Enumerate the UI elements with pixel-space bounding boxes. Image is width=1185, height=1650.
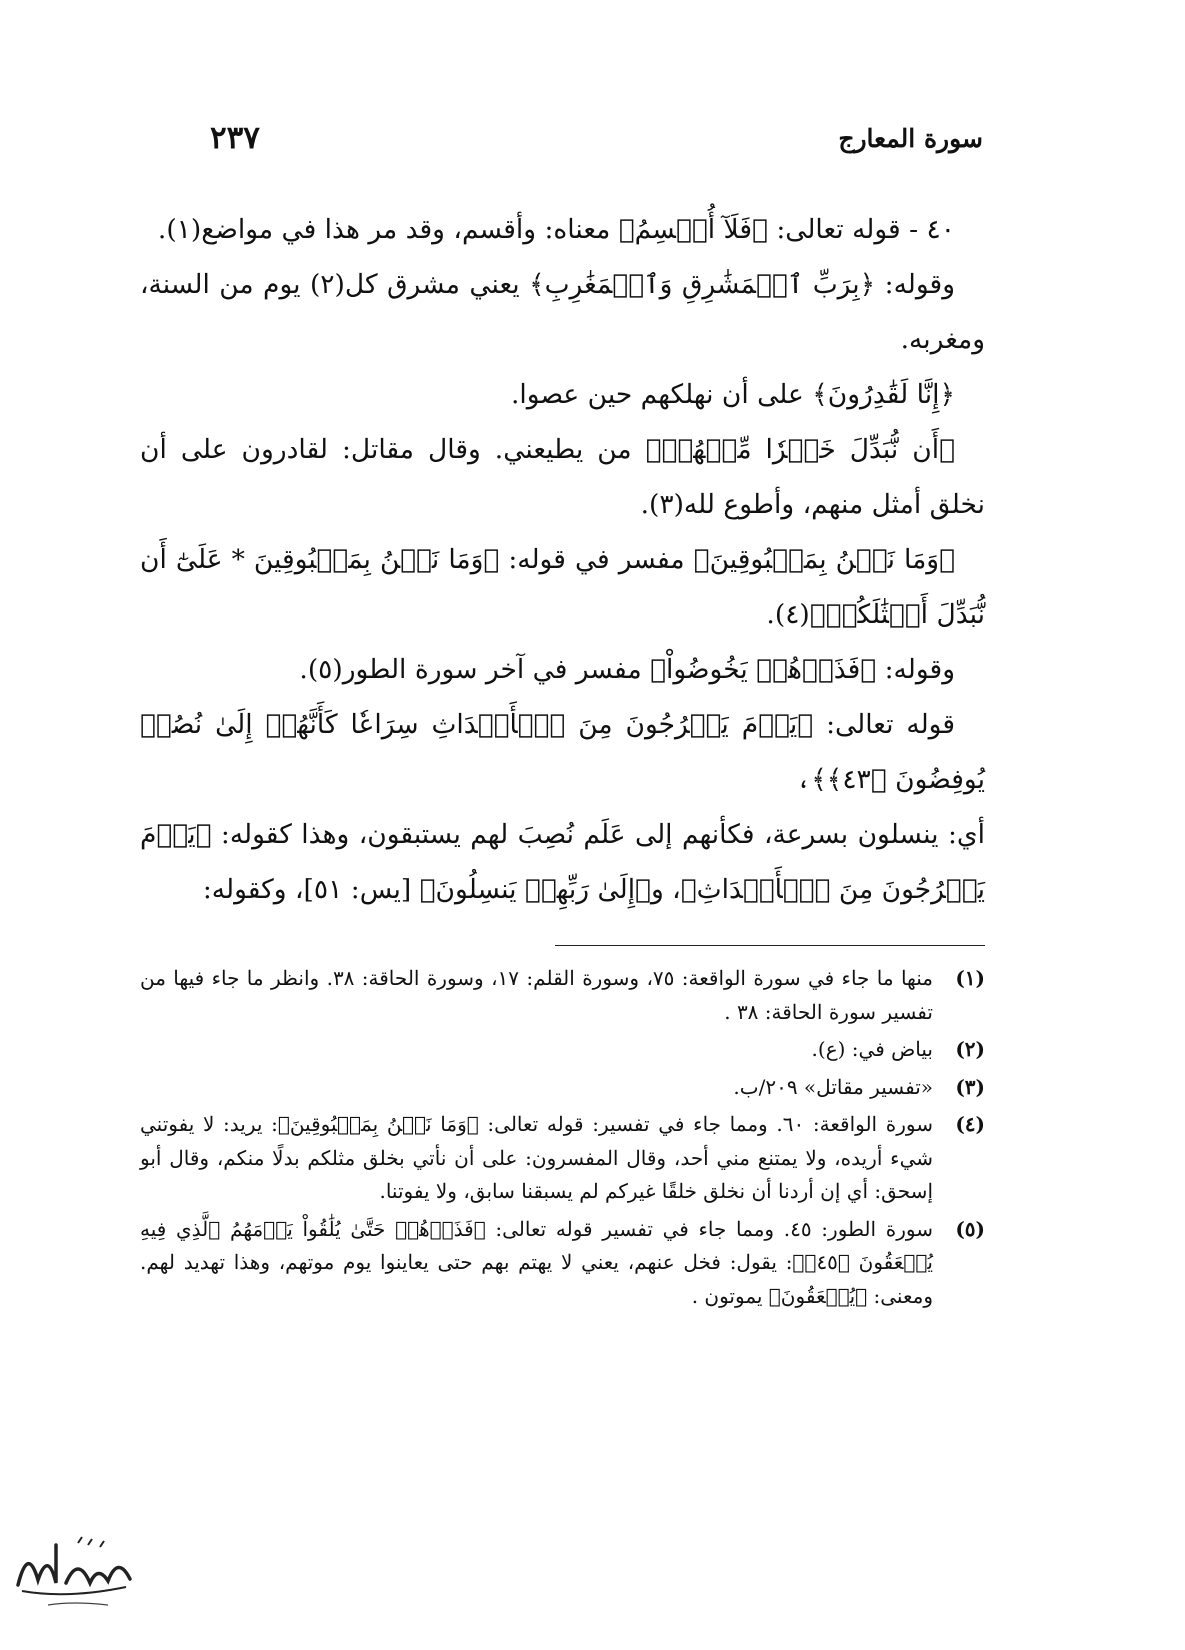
footnote — [140, 1108, 985, 1209]
paragraph: وقوله: ﴿بِرَبِّ ٱلۡمَشَٰرِقِ وَٱلۡمَغَٰرِبِ﴾ يعني مشرق كل(٢) يوم من السنة، ومغربه. — [140, 269, 985, 355]
footnote — [140, 962, 985, 1029]
paragraph: أي: ينسلون بسرعة، فكأنهم إلى عَلَم نُصِبَ لهم يستبقون، وهذا كقوله: ﴿يَوۡمَ يَخۡرُجُونَ مِنَ ٱلۡأَجۡدَاثِ﴾، و﴿إِلَىٰ رَبِّهِمۡ يَنسِلُونَ﴾ [يس: ٥١]، وكقوله: — [140, 819, 985, 905]
footnote-number: (٢) — [955, 1037, 985, 1061]
footnote-text: «تفسير مقاتل» ٢٠٩/ب. — [733, 1074, 933, 1099]
paragraph: ﴿إِنَّا لَقَٰدِرُونَ﴾ على أن نهلكهم حين عصوا. — [510, 379, 955, 410]
footnote-text: بياض في: (ع). — [811, 1037, 933, 1061]
publisher-logo — [8, 1525, 138, 1625]
footnote-text: سورة الطور: ٤٥. ومما جاء في تفسير قوله تعالى: ﴿فَذَرۡهُمۡ حَتَّىٰ يُلَٰقُواْ يَوۡمَهُمُ ٱلَّذِي فِيهِ يُصۡعَقُونَ ﴿٤٥﴾﴾: يقول: فخل عنهم، يعني لا يهتم بهم حتى يعاينوا يوم موتهم، وهذا تهديد لهم. ومعنى: ﴿يُصۡعَقُونَ﴾ يموتون . — [140, 1216, 933, 1308]
footnote-text: منها ما جاء في سورة الواقعة: ٧٥، وسورة القلم: ١٧، وسورة الحاقة: ٣٨. وانظر ما جاء فيها من تفسير سورة الحاقة: ٣٨ . — [140, 966, 934, 1024]
paragraph: ٤٠ - قوله تعالى: ﴿فَلَآ أُقۡسِمُ﴾ معناه: وأقسم، وقد مر هذا في مواضع(١). — [157, 214, 955, 245]
footnote — [140, 1213, 985, 1314]
main-text — [140, 202, 985, 917]
paragraph: ﴿وَمَا نَحۡنُ بِمَسۡبُوقِينَ﴾ مفسر في قوله: ﴿وَمَا نَحۡنُ بِمَسۡبُوقِينَ * عَلَىٰٓ أَن نُّبَدِّلَ أَمۡثَٰلَكُمۡ﴾(٤). — [140, 544, 985, 630]
footnote-text: سورة الواقعة: ٦٠. ومما جاء في تفسير: قوله تعالى: ﴿وَمَا نَحۡنُ بِمَسۡبُوقِينَ﴾: يريد: لا يفوتني شيء أريده، ولا يمتنع مني أحد، وقال المفسرون: على أن نأتي بخلق مثلكم بدلًا منكم، وقال أبو إسحق: أي إن أردنا أن نخلق خلقًا غيركم لم يسبقنا سابق، ولا يفوتنا. — [140, 1112, 934, 1203]
paragraph: وقوله: ﴿فَذَرۡهُمۡ يَخُوضُواْ﴾ مفسر في آخر سورة الطور(٥). — [299, 654, 955, 685]
footnote-separator — [555, 945, 985, 946]
paragraph: قوله تعالى: ﴿يَوۡمَ يَخۡرُجُونَ مِنَ ٱلۡأَجۡدَاثِ سِرَاعٗا كَأَنَّهُمۡ إِلَىٰ نُصُبٖ يُوفِضُونَ ﴿٤٣﴾﴾، — [140, 709, 985, 795]
page-number: ٢٣٧ — [210, 120, 260, 156]
footnote-number: (٣) — [955, 1074, 985, 1099]
footnote-number: (٥) — [955, 1216, 985, 1241]
footnote-number: (٤) — [955, 1112, 985, 1136]
footnote — [140, 1071, 985, 1105]
footnote — [140, 1033, 985, 1067]
paragraph: ﴿أَن نُّبَدِّلَ خَيۡرٗا مِّنۡهُمۡ﴾ من يطيعني. وقال مقاتل: لقادرون على أن نخلق أمثل منهم، وأطوع لله(٣). — [140, 434, 985, 520]
page-header — [210, 118, 983, 168]
footnote-number: (١) — [955, 966, 985, 990]
footnotes-section — [140, 945, 985, 1317]
running-title: سورة المعارج — [838, 124, 983, 153]
